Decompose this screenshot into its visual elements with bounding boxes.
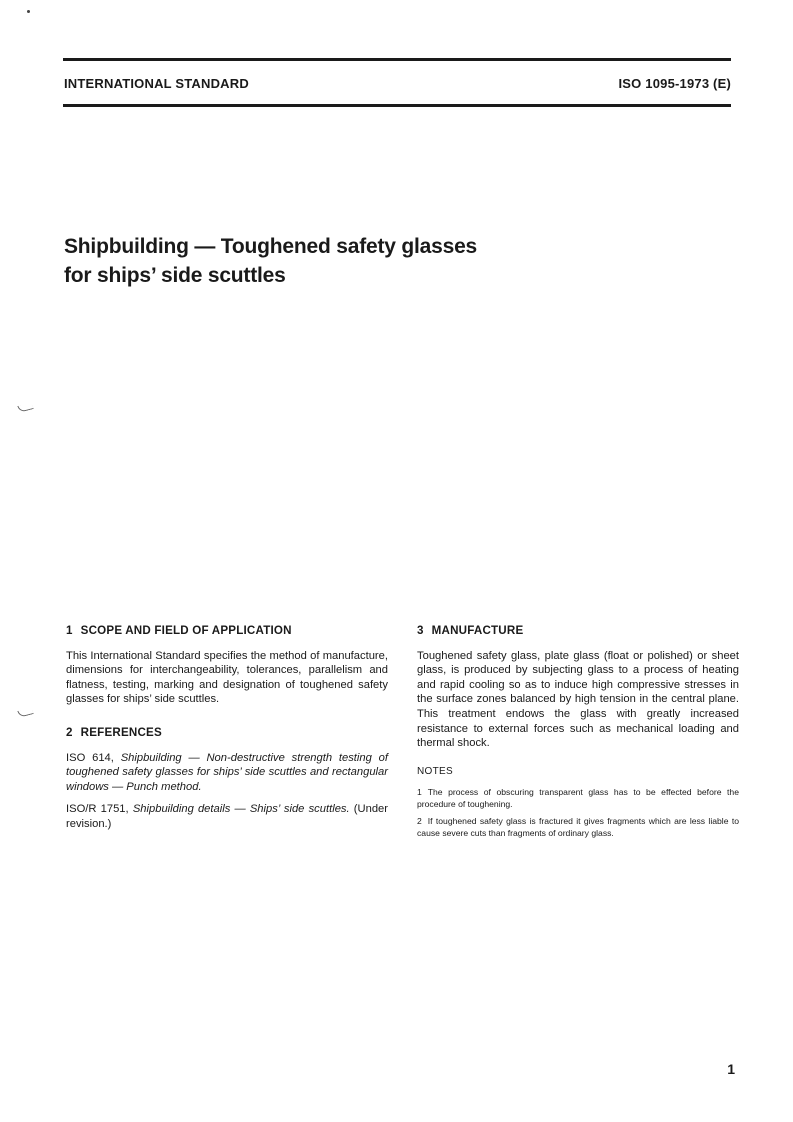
section-manufacture bbox=[417, 624, 739, 839]
note-text: If toughened safety glass is fractured it gives fragments which are less liable to cause severe cuts than fragments of ordinary glass. bbox=[417, 816, 739, 838]
reference-status: (Under revision.) bbox=[66, 803, 388, 830]
scan-margin-mark bbox=[17, 402, 33, 413]
page-number: 1 bbox=[727, 1061, 735, 1077]
section-heading bbox=[66, 624, 388, 639]
section-title: SCOPE AND FIELD OF APPLICATION bbox=[80, 624, 292, 637]
standard-type-label: INTERNATIONAL STANDARD bbox=[64, 76, 249, 91]
section-heading bbox=[66, 726, 388, 741]
header-bottom-rule bbox=[63, 104, 731, 107]
reference-code: ISO 614, bbox=[66, 751, 121, 764]
section-scope bbox=[66, 624, 388, 707]
note-number: 1 bbox=[417, 787, 422, 798]
scan-speck bbox=[27, 10, 30, 13]
reference-item bbox=[66, 751, 388, 795]
section-number: 3 bbox=[417, 624, 424, 637]
note-item bbox=[417, 787, 739, 810]
reference-title: Shipbuilding — Non-destructive strength testing of toughened safety glasses for ships’ side scuttles and rectangular windows — Punch method. bbox=[66, 751, 388, 793]
title-line-2: for ships’ side scuttles bbox=[64, 264, 286, 287]
section-title: REFERENCES bbox=[80, 725, 162, 739]
section-heading bbox=[417, 624, 739, 639]
standard-number: ISO 1095-1973 (E) bbox=[618, 76, 731, 91]
notes-heading: NOTES bbox=[417, 765, 453, 777]
header-top-rule bbox=[63, 58, 731, 61]
scope-paragraph: This International Standard specifies the method of manufacture, dimensions for interchangeability, tolerances, parallelism and flatness, testing, marking and designation of toughened safety glasses for ships’ side scuttles. bbox=[66, 649, 388, 706]
reference-code: ISO/R 1751, bbox=[66, 803, 133, 816]
right-column bbox=[417, 624, 739, 858]
reference-title: Shipbuilding details — Ships’ side scuttles. bbox=[132, 803, 350, 816]
section-number: 1 bbox=[66, 624, 73, 637]
reference-item bbox=[66, 802, 388, 831]
note-text: The process of obscuring transparent glass has to be effected before the procedure of toughening. bbox=[417, 787, 739, 809]
section-number: 2 bbox=[66, 725, 73, 739]
note-item bbox=[417, 816, 739, 839]
section-references bbox=[66, 726, 388, 832]
section-title: MANUFACTURE bbox=[431, 624, 524, 637]
title-line-1: Shipbuilding — Toughened safety glasses bbox=[64, 235, 478, 258]
left-column bbox=[66, 624, 388, 851]
note-number: 2 bbox=[417, 816, 422, 827]
scan-margin-mark bbox=[17, 707, 33, 718]
manufacture-paragraph: Toughened safety glass, plate glass (float or polished) or sheet glass, is produced by subjecting glass to a process of heating and rapid cooling so as to induce high compressive stresses in the surface zones balanced by high tension in the central plane. This treatment endows the glass with greatly increased resistance to external forces such as mechanical loading and thermal shock. bbox=[417, 649, 739, 750]
document-title bbox=[64, 232, 477, 290]
